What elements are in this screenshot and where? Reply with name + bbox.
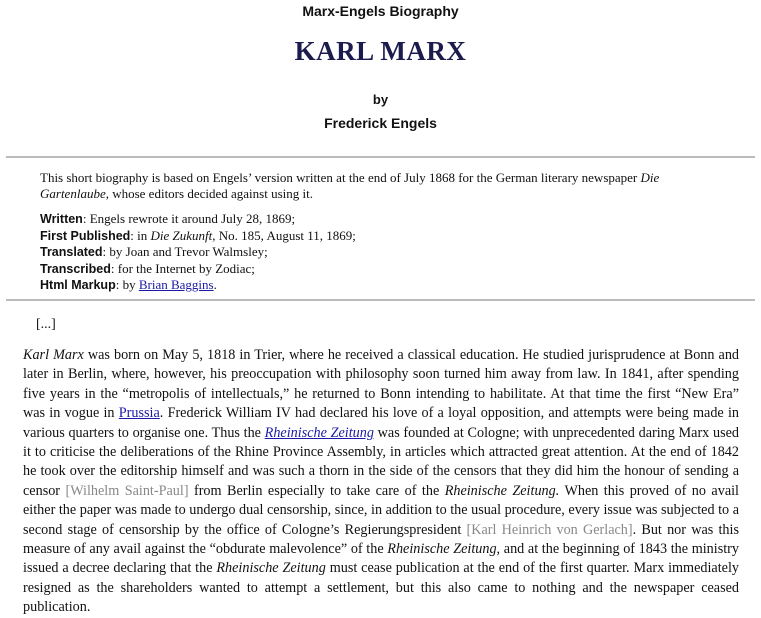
meta-label: Translated — [40, 245, 103, 260]
intro-italic: Die Gartenlaube — [40, 170, 660, 201]
page-title: KARL MARX — [294, 36, 467, 66]
meta-value: , No. 185, August 11, 1869; — [212, 227, 356, 243]
rheinische-zeitung-link[interactable]: Rheinische Zeitung — [264, 424, 374, 441]
meta-written — [40, 211, 720, 228]
meta-value: : Engels rewrote it around July 28, 1869; — [82, 211, 296, 226]
intro-note — [40, 170, 720, 202]
text: . But nor was this measure of any avail against the “obdurate malevolence” of the — [23, 521, 739, 558]
text: and at the beginning of 1843 the ministry issued a decree declaring that the — [23, 541, 739, 577]
meta-transcribed — [40, 261, 720, 278]
info-block — [40, 170, 720, 294]
meta-label: Written — [40, 212, 83, 226]
intro-text: This short biography is based on Engels’ version written at the end of July 1868 for the German literary newspaper — [40, 170, 641, 185]
text-italic: Rheinische Zeitung, — [387, 541, 501, 558]
meta-label: Transcribed — [40, 261, 111, 276]
text: from Berlin especially to take care of the — [188, 482, 445, 499]
meta-italic: Die Zukunft — [150, 227, 213, 243]
meta-value: : for the Internet by Zodiac; — [110, 260, 255, 276]
meta-label: Html Markup — [40, 278, 116, 293]
meta-value: : by Joan and Trevor Walmsley; — [102, 244, 268, 260]
body-paragraph — [23, 346, 739, 618]
editor-note: [Wilhelm Saint-Paul] — [65, 482, 189, 499]
meta-value: : by — [115, 277, 139, 293]
ellipsis: [...] — [36, 317, 56, 332]
divider-bottom — [6, 299, 755, 301]
text-italic: Rheinische Zeitung. — [444, 482, 560, 499]
author-name: Frederick Engels — [324, 115, 437, 131]
series-title: Marx-Engels Biography — [302, 3, 459, 19]
meta-value: : in — [130, 227, 151, 243]
meta-first-published — [40, 228, 720, 245]
brian-baggins-link[interactable]: Brian Baggins — [138, 277, 214, 293]
meta-label: First Published — [40, 228, 131, 243]
text: When this proved of no avail either the paper was made to undergo dual censorship, since, in addition to the usual procedure, every issue was subjected to a second stage of censorship by the office of Cologne’s Regierungspresident — [23, 482, 739, 538]
meta-html-markup — [40, 277, 720, 294]
intro-text-end: , whose editors decided against using it. — [105, 186, 313, 201]
editor-note: [Karl Heinrich von Gerlach] — [466, 521, 633, 538]
text: must cease publication at the end of the first quarter. Marx immediately resigned as the shareholders wanted to attempt a settlement, but this also came to nothing and the newspaper ceased publication. — [23, 560, 739, 616]
text-italic: Karl Marx — [23, 347, 84, 363]
text: . Frederick William IV had declared his love of a loyal opposition, and attempts were being made in various quarters to organise one. Thus the — [23, 405, 739, 441]
prussia-link[interactable]: Prussia — [118, 405, 160, 422]
divider-top — [6, 156, 755, 158]
meta-translated — [40, 244, 720, 261]
metadata-list — [40, 211, 720, 294]
byline-by: by — [372, 92, 389, 107]
meta-value: . — [213, 277, 217, 293]
text: was founded at Cologne; with unprecedented daring Marx used it to criticise the deliberations of the Rhine Province Assembly, in articles which attracted great attention. At the end of 1842 he took over the editorship himself and was such a thorn in the side of the censors that they did him the honour of sending a censor — [23, 424, 739, 499]
text-italic: Rheinische Zeitung — [216, 560, 326, 577]
text: was born on May 5, 1818 in Trier, where he received a classical education. He studied jurisprudence at Bonn and later in Berlin, where, however, his preoccupation with philosophy soon turned him away from law. In 1841, after spending five years in the “metropolis of intellectuals,” he returned to Bonn intending to habilitate. At that time the first “New Era” was in vogue in — [23, 347, 740, 422]
